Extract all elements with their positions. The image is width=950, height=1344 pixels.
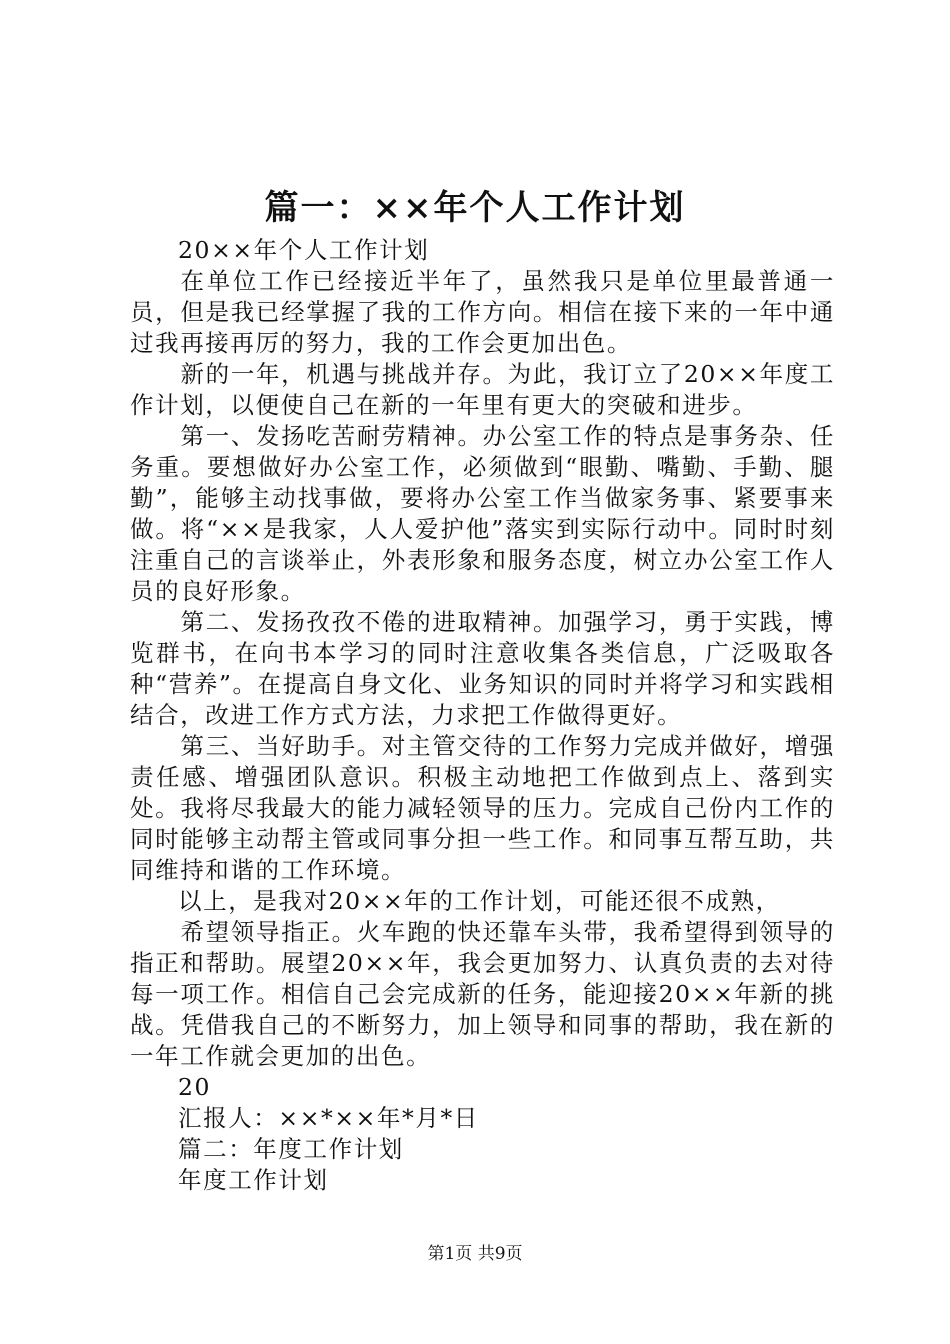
body-paragraph: 20××年个人工作计划	[178, 236, 430, 264]
body-paragraph: 第三、当好助手。对主管交待的工作努力完成并做好，增强责任感、增强团队意识。积极主动地把工作做到点上、落到实处。我将尽我最大的能力减轻领导的压力。完成自己份内工作的同时能够主动帮主管或同事分担一些工作。和同事互帮互助，共同维持和谐的工作环境。	[130, 732, 835, 884]
page-footer: 第1页 共9页	[427, 1244, 523, 1264]
reporter-line: 汇报人：××*××年*月*日	[178, 1104, 479, 1132]
document-body	[130, 235, 835, 1196]
document-title: 篇一：××年个人工作计划	[264, 188, 686, 228]
section-subheading: 年度工作计划	[178, 1166, 329, 1194]
body-paragraph: 20	[178, 1073, 212, 1101]
body-paragraph: 新的一年，机遇与挑战并存。为此，我订立了20××年度工作计划，以便使自己在新的一年里有更大的突破和进步。	[130, 360, 835, 419]
body-paragraph: 第二、发扬孜孜不倦的进取精神。加强学习，勇于实践，博览群书，在向书本学习的同时注意收集各类信息，广泛吸取各种“营养”。在提高自身文化、业务知识的同时并将学习和实践相结合，改进工作方式方法，力求把工作做得更好。	[130, 608, 835, 729]
body-paragraph: 以上，是我对20××年的工作计划，可能还很不成熟，	[178, 887, 781, 915]
body-paragraph: 在单位工作已经接近半年了，虽然我只是单位里最普通一员，但是我已经掌握了我的工作方向。相信在接下来的一年中通过我再接再厉的努力，我的工作会更加出色。	[130, 267, 835, 357]
body-paragraph: 希望领导指正。火车跑的快还靠车头带，我希望得到领导的指正和帮助。展望20××年，我会更加努力、认真负责的去对待每一项工作。相信自己会完成新的任务，能迎接20××年新的挑战。凭借我自己的不断努力，加上领导和同事的帮助，我在新的一年工作就会更加的出色。	[130, 918, 835, 1070]
body-paragraph: 第一、发扬吃苦耐劳精神。办公室工作的特点是事务杂、任务重。要想做好办公室工作，必须做到“眼勤、嘴勤、手勤、腿勤”，能够主动找事做，要将办公室工作当做家务事、紧要事来做。将“××是我家，人人爱护他”落实到实际行动中。同时时刻注重自己的言谈举止，外表形象和服务态度，树立办公室工作人员的良好形象。	[130, 422, 835, 605]
section-heading: 篇二：年度工作计划	[178, 1135, 404, 1163]
